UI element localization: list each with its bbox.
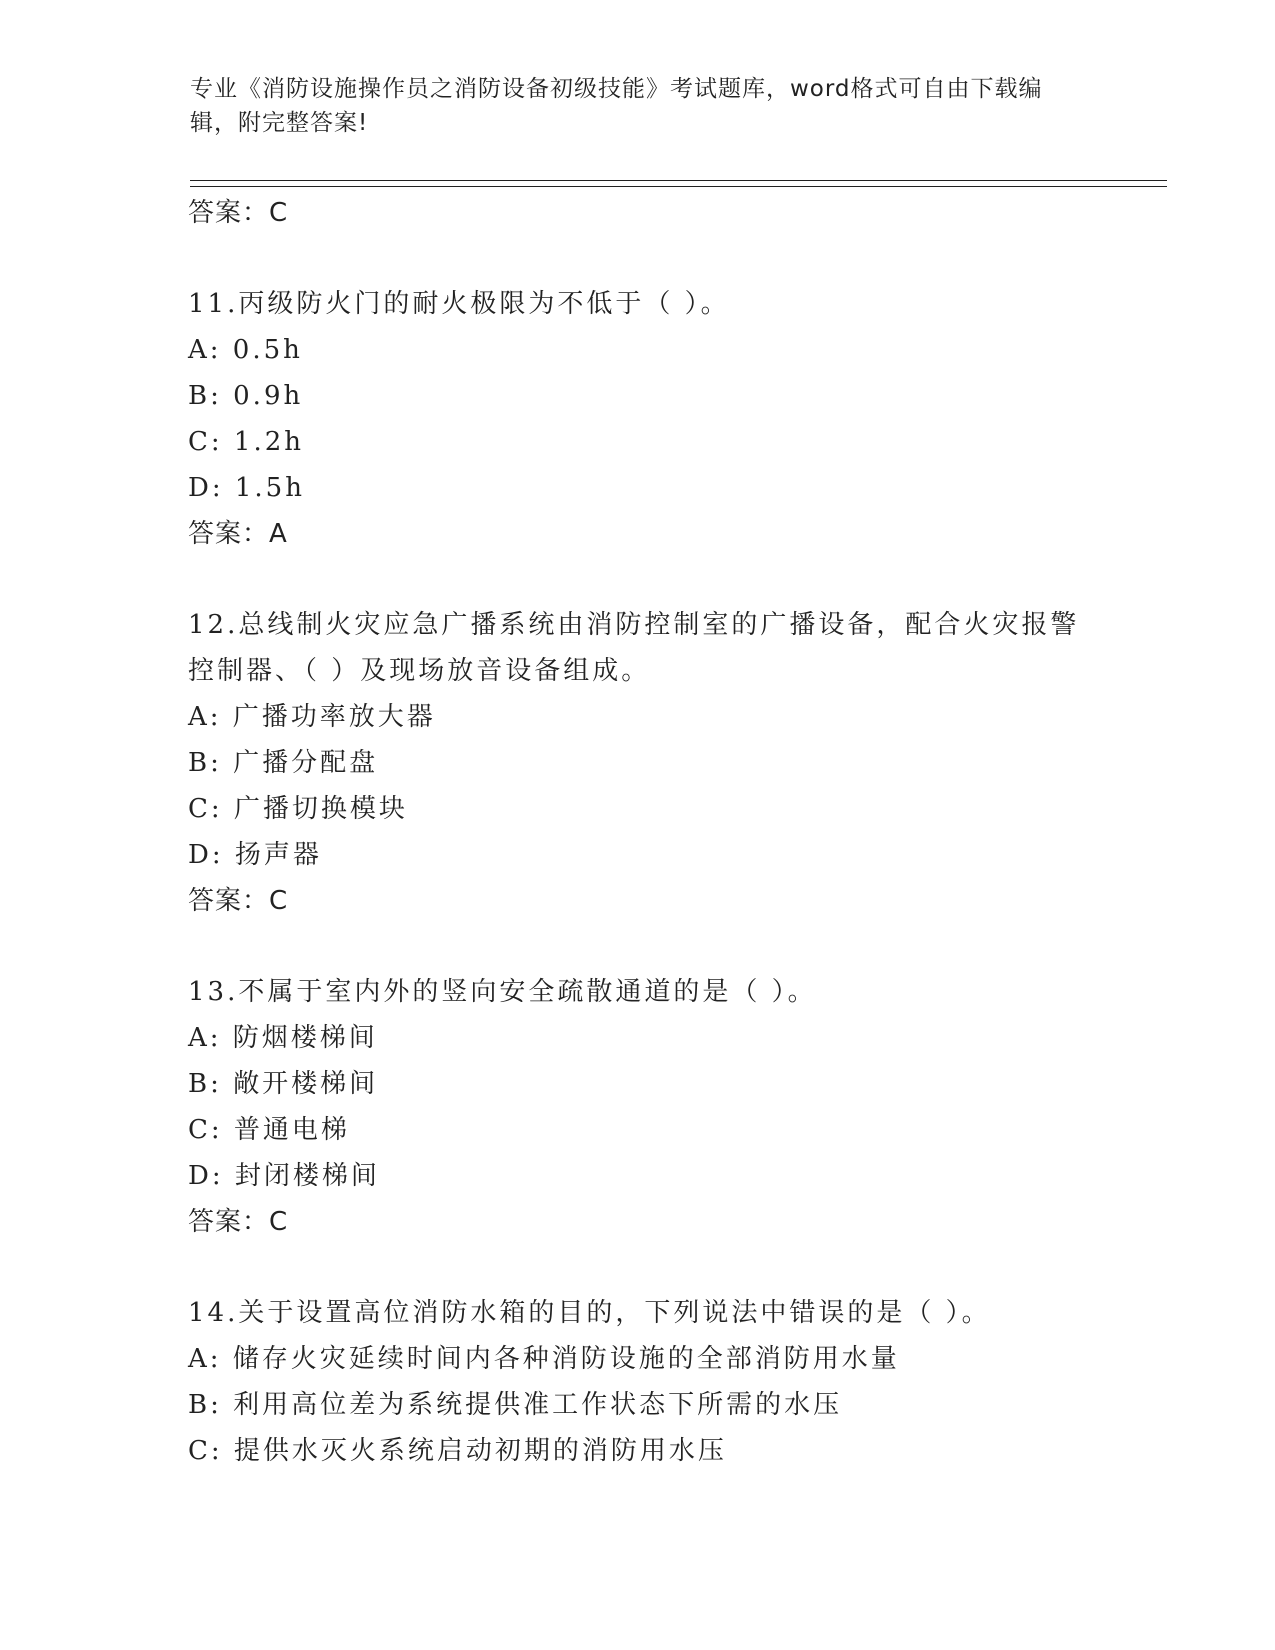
- option-c: C: 提供水灭火系统启动初期的消防用水压: [188, 1436, 727, 1466]
- answer-line: 答案：C: [188, 198, 289, 228]
- option-c: C: 广播切换模块: [188, 794, 408, 824]
- option-a: A: 储存火灾延续时间内各种消防设施的全部消防用水量: [188, 1344, 900, 1374]
- question-block: [188, 969, 1168, 1245]
- question-block: [188, 281, 1168, 557]
- spacer: [188, 924, 1168, 969]
- spacer: [188, 557, 1168, 602]
- option-a: A: 防烟楼梯间: [188, 1023, 378, 1053]
- header-line-1: 专业《消防设施操作员之消防设备初级技能》考试题库，word格式可自由下载编: [190, 76, 1043, 102]
- answer-line: 答案：C: [188, 886, 289, 916]
- question-block: [188, 602, 1168, 924]
- option-a: A: 0.5h: [188, 335, 303, 365]
- option-b: B: 广播分配盘: [188, 748, 379, 778]
- option-b: B: 利用高位差为系统提供准工作状态下所需的水压: [188, 1390, 843, 1420]
- spacer: [188, 236, 1168, 281]
- option-c: C: 普通电梯: [188, 1115, 350, 1145]
- option-c: C: 1.2h: [188, 427, 305, 457]
- option-d: D: 扬声器: [188, 840, 322, 870]
- question-stem: 13.不属于室内外的竖向安全疏散通道的是（ ）。: [188, 977, 817, 1007]
- option-a: A: 广播功率放大器: [188, 702, 436, 732]
- answer-line: 答案：A: [188, 519, 288, 549]
- question-stem: 14.关于设置高位消防水箱的目的，下列说法中错误的是（ ）。: [188, 1298, 991, 1328]
- answer-line: 答案：C: [188, 1207, 289, 1237]
- question-block: [188, 1290, 1168, 1474]
- question-stem: 12.总线制火灾应急广播系统由消防控制室的广播设备，配合火灾报警: [188, 610, 1080, 640]
- option-d: D: 封闭楼梯间: [188, 1161, 380, 1191]
- question-stem-continued: 控制器、（ ）及现场放音设备组成。: [188, 656, 651, 686]
- option-b: B: 敞开楼梯间: [188, 1069, 379, 1099]
- header-line-2: 辑，附完整答案!: [190, 110, 369, 136]
- question-stem: 11.丙级防火门的耐火极限为不低于（ ）。: [188, 289, 730, 319]
- option-b: B: 0.9h: [188, 381, 304, 411]
- spacer: [188, 1245, 1168, 1290]
- header-divider-bottom: [190, 186, 1167, 187]
- header-divider-top: [190, 180, 1167, 181]
- question-list: [188, 190, 1168, 1474]
- option-d: D: 1.5h: [188, 473, 305, 503]
- page-header: [190, 72, 1090, 140]
